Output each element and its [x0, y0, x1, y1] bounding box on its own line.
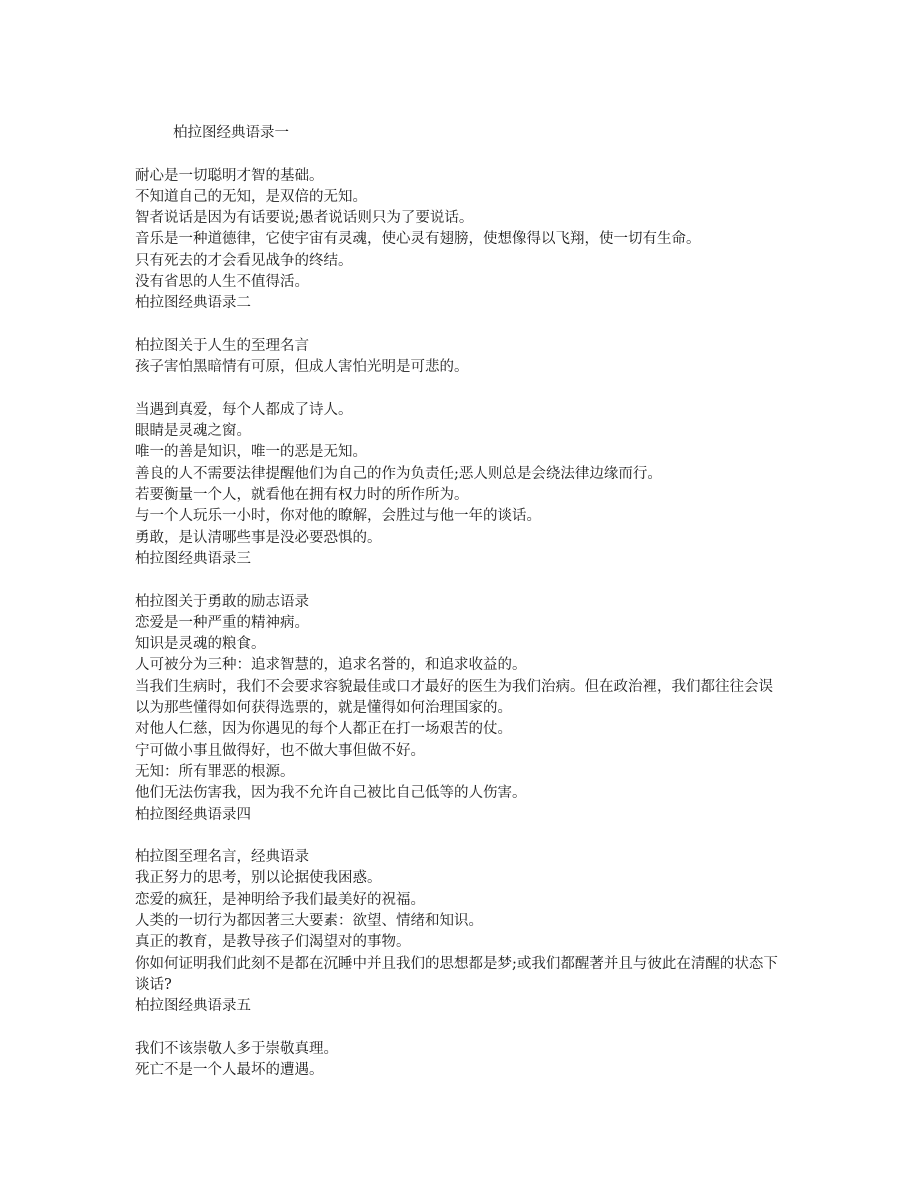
document-page — [135, 123, 795, 1081]
quote-line: 若要衡量一个人，就看他在拥有权力时的所作所为。 — [135, 487, 469, 504]
quote-line: 我正努力的思考，别以论据使我困惑。 — [135, 870, 382, 887]
quote-line: 勇敢，是认清哪些事是没必要恐惧的。 — [135, 529, 382, 546]
quote-line: 知识是灵魂的粮食。 — [135, 636, 266, 653]
quote-line: 恋爱是一种严重的精神病。 — [135, 614, 309, 631]
quote-line: 智者说话是因为有话要说;愚者说话则只为了要说话。 — [135, 210, 474, 227]
quote-line: 眼睛是灵魂之窗。 — [135, 423, 251, 440]
quote-line: 没有省思的人生不值得活。 — [135, 274, 309, 291]
section-heading: 柏拉图经典语录一 — [173, 125, 289, 141]
section-heading: 柏拉图经典语录五 — [135, 998, 251, 1015]
section-subheading: 柏拉图关于人生的至理名言 — [135, 337, 309, 354]
blank-line — [135, 826, 795, 847]
quote-line: 不知道自己的无知，是双倍的无知。 — [135, 188, 367, 205]
section-heading: 柏拉图经典语录三 — [135, 550, 251, 567]
quote-line: 宁可做小事且做得好，也不做大事但做不好。 — [135, 742, 425, 759]
quote-line: 人可被分为三种：追求智慧的，追求名誉的，和追求收益的。 — [135, 657, 527, 674]
quote-line: 耐心是一切聪明才智的基础。 — [135, 167, 324, 184]
blank-line — [135, 315, 795, 336]
quote-line: 无知：所有罪恶的根源。 — [135, 763, 295, 780]
quote-line: 唯一的善是知识，唯一的恶是无知。 — [135, 444, 367, 461]
section-heading: 柏拉图经典语录四 — [135, 806, 251, 823]
quote-line: 孩子害怕黑暗情有可原，但成人害怕光明是可悲的。 — [135, 359, 469, 376]
blank-line — [135, 144, 795, 165]
quote-line: 人类的一切行为都因著三大要素：欲望、情绪和知识。 — [135, 912, 483, 929]
quote-line: 与一个人玩乐一小时，你对他的瞭解，会胜过与他一年的谈话。 — [135, 508, 541, 525]
quote-line: 恋爱的疯狂，是神明给予我们最美好的祝福。 — [135, 891, 425, 908]
quote-line: 我们不该崇敬人多于崇敬真理。 — [135, 1040, 338, 1057]
blank-line — [135, 570, 795, 591]
blank-line — [135, 379, 795, 400]
section-heading: 柏拉图经典语录二 — [135, 295, 251, 312]
quote-line: 对他人仁慈，因为你遇见的每个人都正在打一场艰苦的仗。 — [135, 721, 512, 738]
quote-line: 你如何证明我们此刻不是都在沉睡中并且我们的思想都是梦;或我们都醒著并且与彼此在清醒的状态下谈话? — [135, 955, 778, 993]
section-subheading: 柏拉图至理名言，经典语录 — [135, 849, 309, 866]
quote-line: 善良的人不需要法律提醒他们为自己的作为负责任;恶人则总是会绕法律边缘而行。 — [135, 465, 662, 482]
quote-line: 他们无法伤害我，因为我不允许自己被比自己低等的人伤害。 — [135, 785, 527, 802]
section-subheading: 柏拉图关于勇敢的励志语录 — [135, 593, 309, 610]
quote-line: 音乐是一种道德律，它使宇宙有灵魂，使心灵有翅膀，使想像得以飞翔，使一切有生命。 — [135, 231, 701, 248]
quote-line: 当我们生病时，我们不会要求容貌最佳或口才最好的医生为我们治病。但在政治裡，我们都往往会误以为那些懂得如何获得选票的，就是懂得如何治理国家的。 — [135, 678, 773, 717]
quote-line: 只有死去的才会看见战争的终结。 — [135, 252, 353, 269]
quote-line: 死亡不是一个人最坏的遭遇。 — [135, 1062, 324, 1079]
quote-line: 当遇到真爱，每个人都成了诗人。 — [135, 401, 353, 418]
quote-line: 真正的教育，是教导孩子们渴望对的事物。 — [135, 934, 411, 951]
blank-line — [135, 1017, 795, 1038]
